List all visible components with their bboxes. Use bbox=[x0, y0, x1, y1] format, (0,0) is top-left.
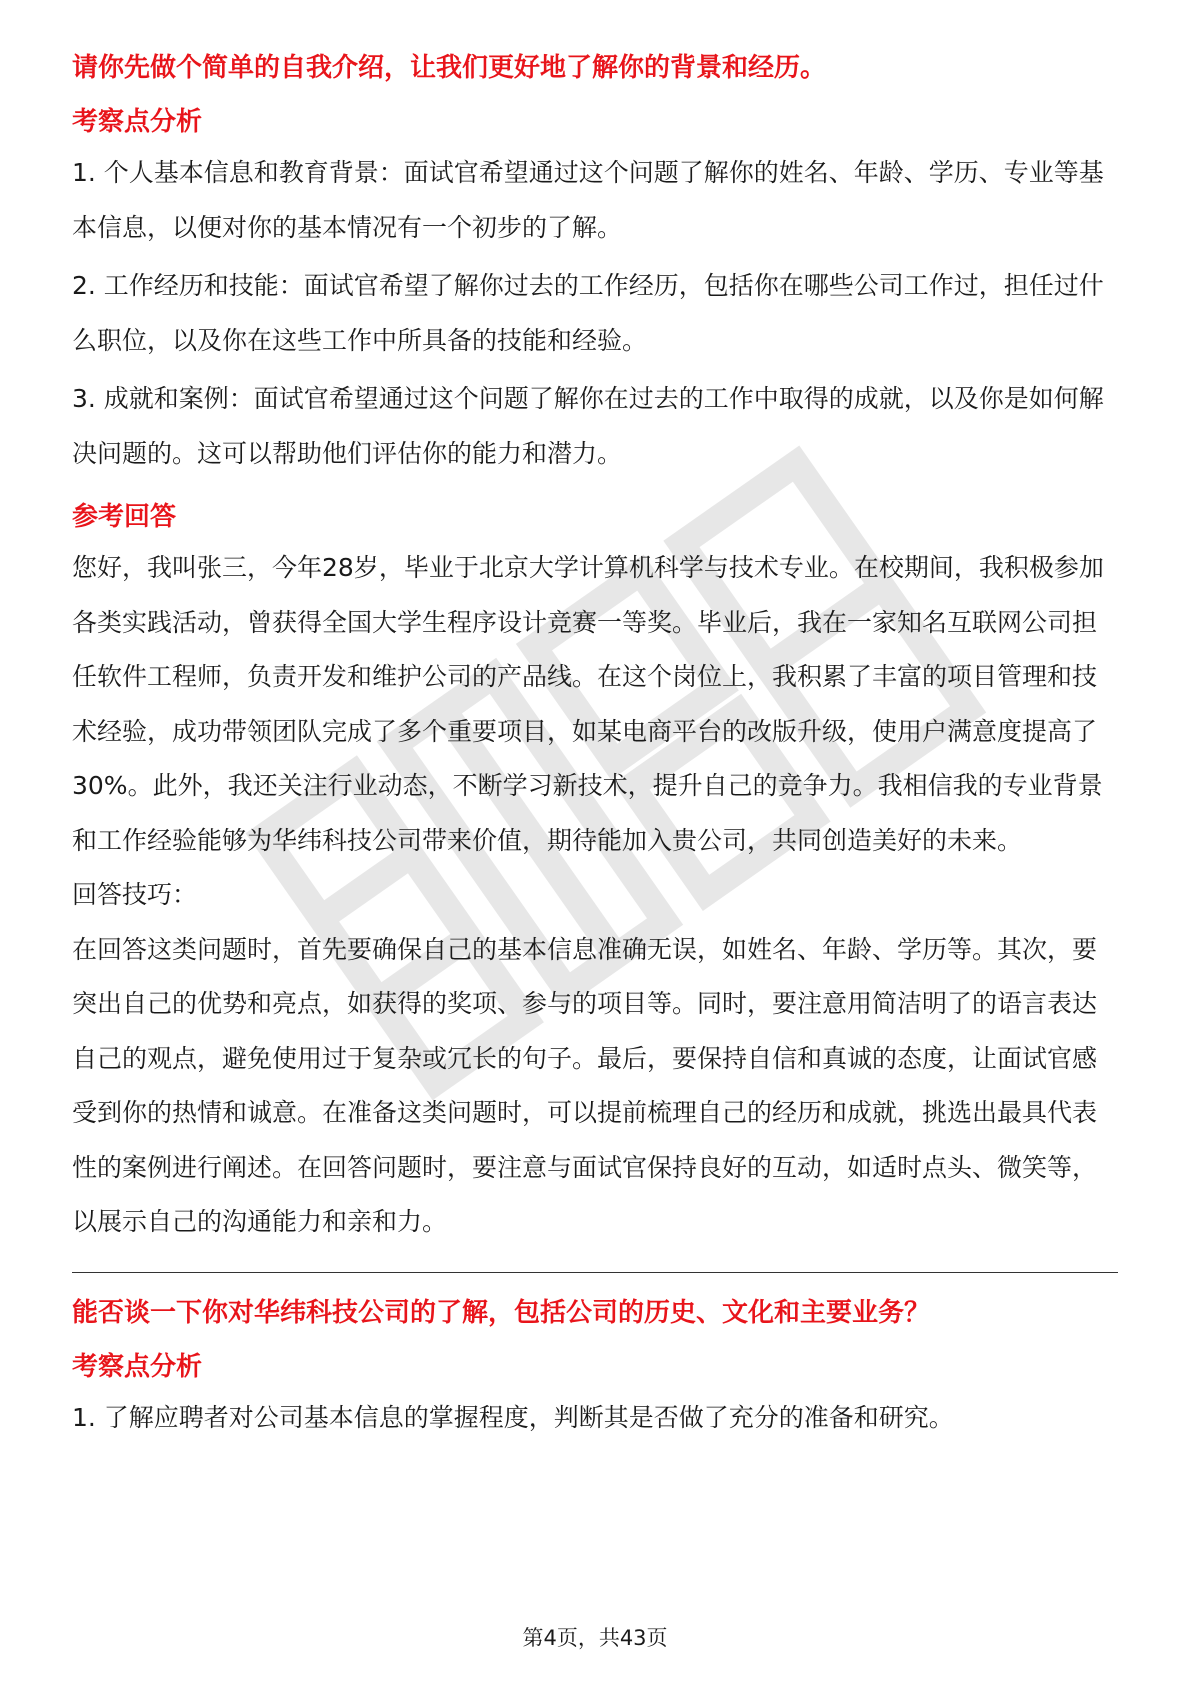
tips-label: 回答技巧： bbox=[72, 880, 198, 909]
analysis-item: 2. 工作经历和技能：面试官希望了解你过去的工作经历，包括你在哪些公司工作过，担任过什么职位，以及你在这些工作中所具备的技能和经验。 bbox=[72, 271, 1104, 355]
analysis-item: 1. 了解应聘者对公司基本信息的掌握程度，判断其是否做了充分的准备和研究。 bbox=[72, 1402, 954, 1432]
section-divider bbox=[72, 1272, 1118, 1273]
analysis-heading-2: 考察点分析 bbox=[72, 1351, 203, 1382]
page-footer: 第4页，共43页 bbox=[522, 1626, 668, 1650]
reference-answer: 您好，我叫张三，今年28岁，毕业于北京大学计算机科学与技术专业。在校期间，我积极参加各类实践活动，曾获得全国大学生程序设计竞赛一等奖。毕业后，我在一家知名互联网公司担任软件工程师，负责开发和维护公司的产品线。在这个岗位上，我积累了丰富的项目管理和技术经验，成功带领团队完成了多个重要项目，如某电商平台的改版升级，使用户满意度提高了30%。此外，我还关注行业动态，不断学习新技术，提升自己的竞争力。我相信我的专业背景和工作经验能够为华纬科技公司带来价值，期待能加入贵公司，共同创造美好的未来。 bbox=[72, 553, 1104, 855]
answer-heading-1: 参考回答 bbox=[72, 502, 177, 532]
tips-text: 在回答这类问题时，首先要确保自己的基本信息准确无误，如姓名、年龄、学历等。其次，要突出自己的优势和亮点，如获得的奖项、参与的项目等。同时，要注意用简洁明了的语言表达自己的观点，避免使用过于复杂或冗长的句子。最后，要保持自信和真诚的态度，让面试官感受到你的热情和诚意。在准备这类问题时，可以提前梳理自己的经历和成就，挑选出最具代表性的案例进行阐述。在回答问题时，要注意与面试官保持良好的互动，如适时点头、微笑等，以展示自己的沟通能力和亲和力。 bbox=[72, 934, 1098, 1236]
question-title-1: 请你先做个简单的自我介绍，让我们更好地了解你的背景和经历。 bbox=[72, 53, 827, 83]
analysis-item: 3. 成就和案例：面试官希望通过这个问题了解你在过去的工作中取得的成就，以及你是如何解决问题的。这可以帮助他们评估你的能力和潜力。 bbox=[72, 384, 1104, 468]
analysis-item: 1. 个人基本信息和教育背景：面试官希望通过这个问题了解你的姓名、年龄、学历、专业等基本信息，以便对你的基本情况有一个初步的了解。 bbox=[72, 158, 1104, 242]
question-title-2: 能否谈一下你对华纬科技公司的了解，包括公司的历史、文化和主要业务？ bbox=[72, 1297, 931, 1328]
page-content bbox=[72, 48, 1118, 1449]
analysis-heading-1: 考察点分析 bbox=[72, 107, 203, 137]
